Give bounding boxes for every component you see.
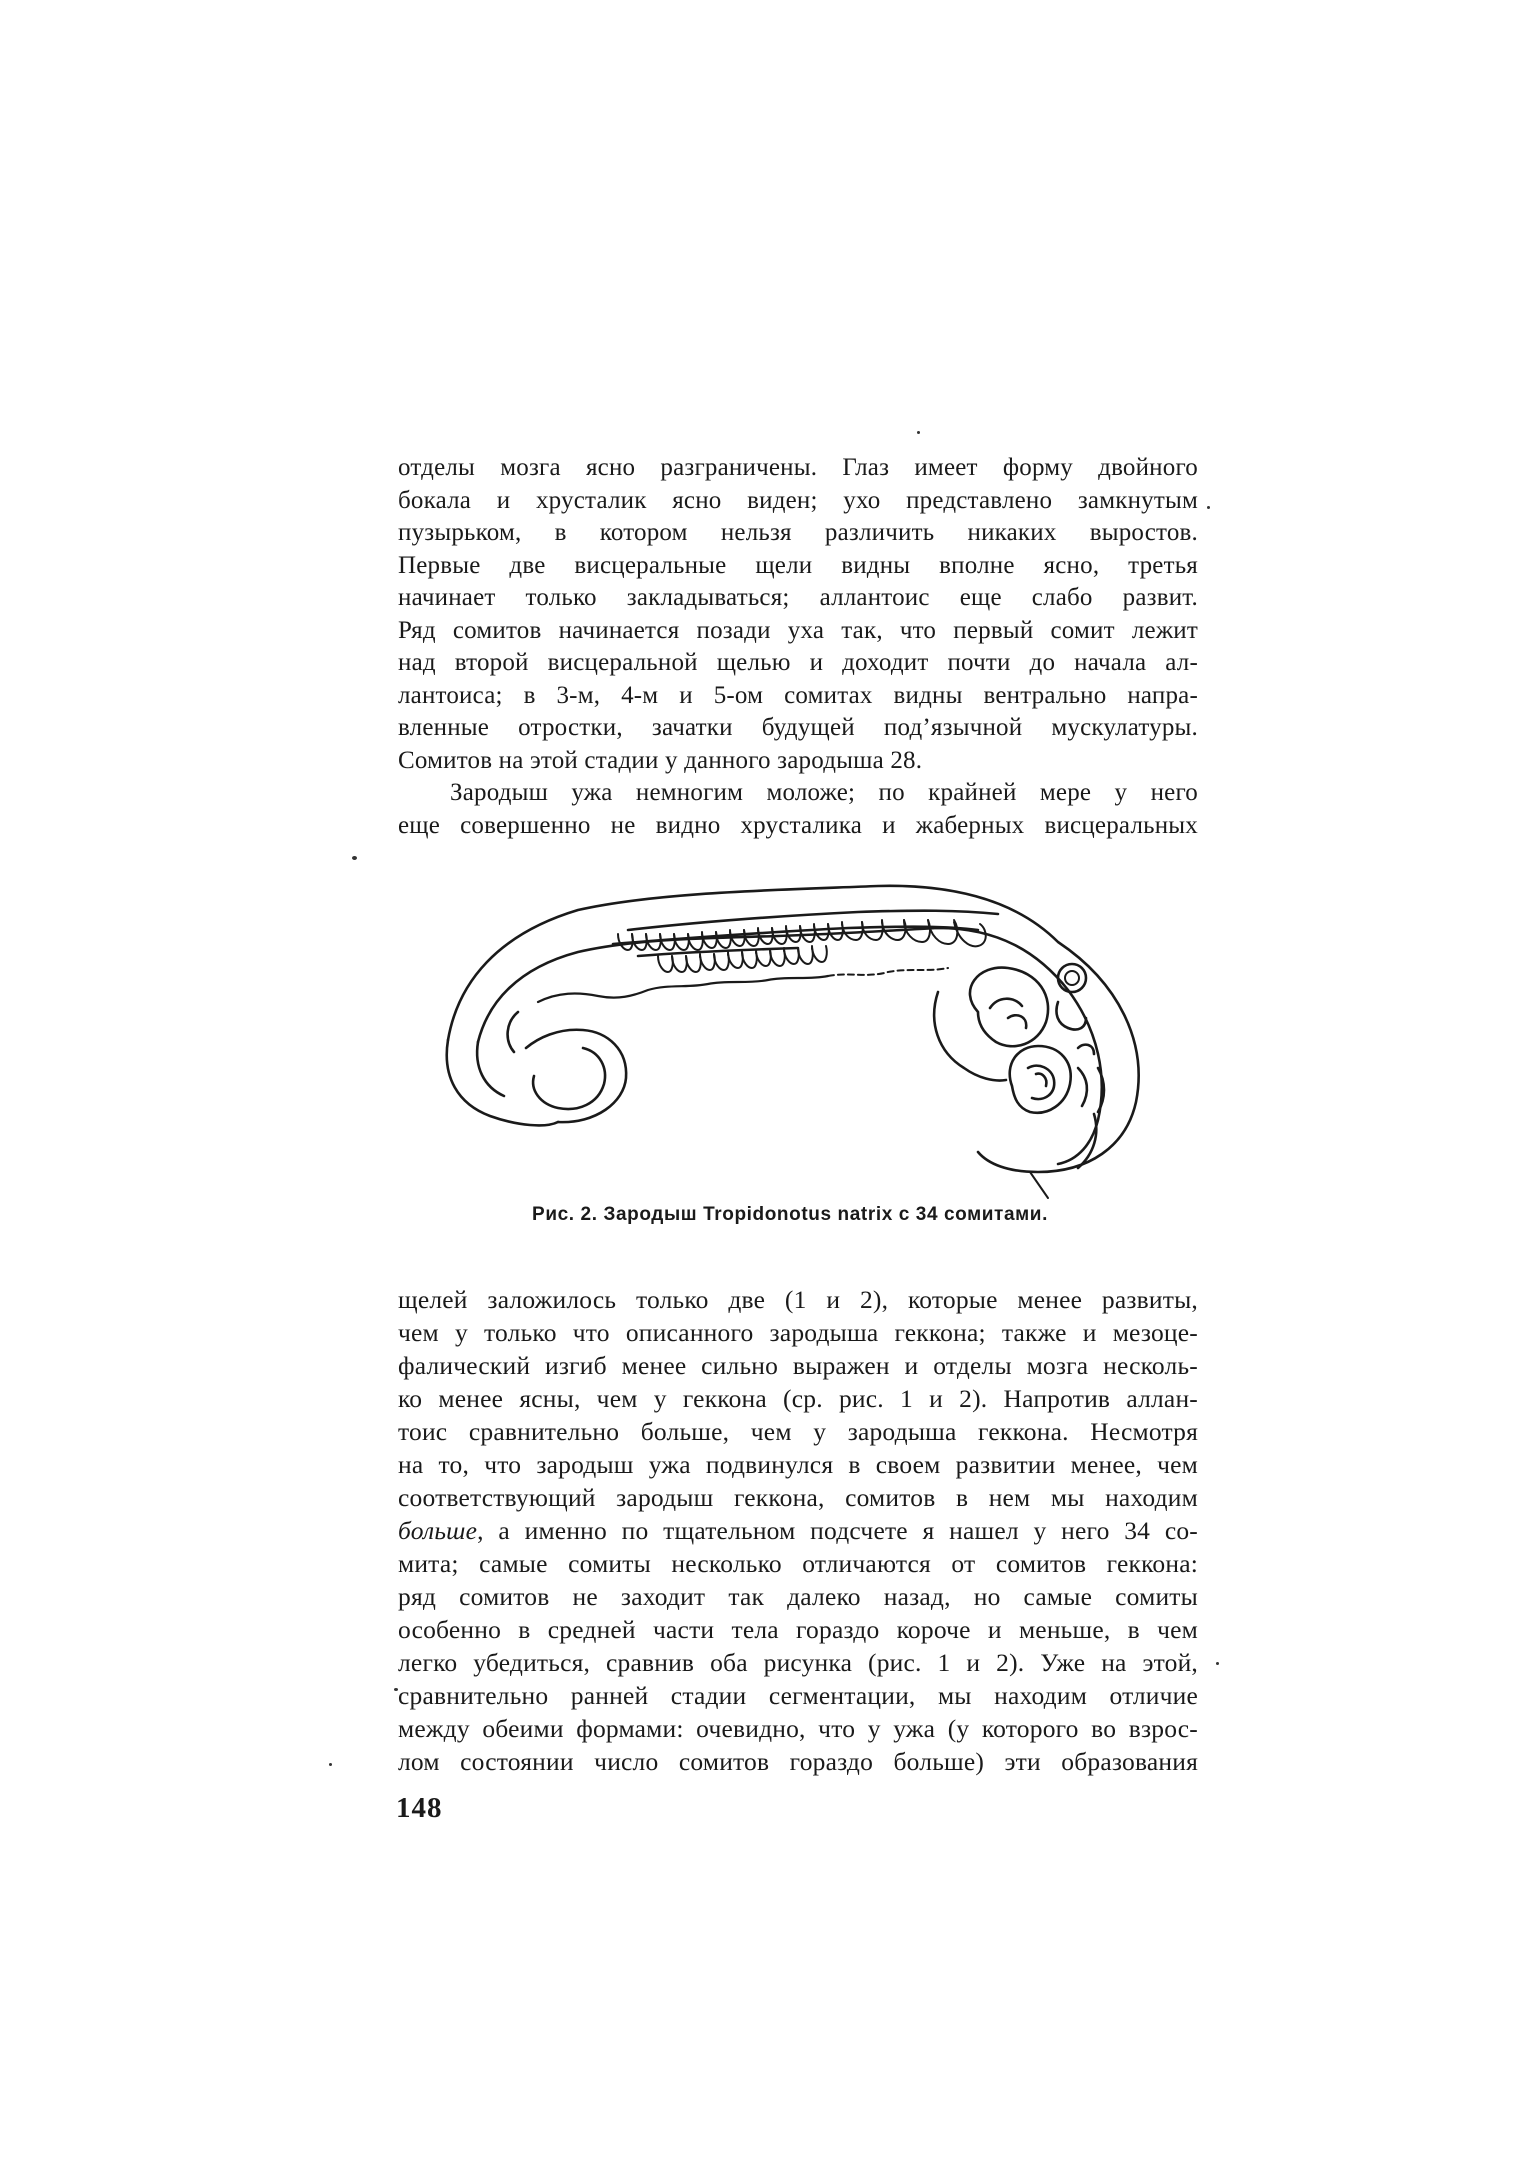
emphasis: больше — [398, 1516, 478, 1545]
text-line: вленные отростки, зачатки будущей под’язычной мускулатуры. — [398, 714, 1198, 741]
text-line: бокала и хрусталик ясно виден; ухо представлено замкнутым — [398, 486, 1198, 514]
scan-speck — [1216, 1662, 1219, 1665]
scan-speck — [394, 1688, 398, 1691]
text-line: отделы мозга ясно разграничены. Глаз имеет форму двойного — [398, 454, 1198, 481]
text-line: ряд сомитов не заходит так далеко назад, но самые сомиты — [398, 1582, 1198, 1611]
paragraph-3 — [398, 1283, 1198, 1778]
text-line: Зародыш ужа немногим моложе; по крайней мере у него — [450, 779, 1198, 806]
text-line: ко менее ясны, чем у геккона (ср. рис. 1 и 2). Напротив аллан- — [398, 1384, 1198, 1413]
paragraph-1 — [398, 452, 1198, 842]
text-line: между обеими формами: очевидно, что у ужа (у которого во взрос- — [398, 1714, 1198, 1743]
text-line: пузырьком, в котором нельзя различить никаких выростов. — [398, 519, 1198, 546]
text-line: больше, а именно по тщательном подсчете я нашел у него 34 со- — [398, 1516, 1198, 1545]
scan-speck — [329, 1763, 332, 1766]
text-line: Первые две висцеральные щели видны вполне ясно, третья — [398, 551, 1198, 579]
text-line: Ряд сомитов начинается позади уха так, что первый сомит лежит — [398, 616, 1198, 644]
text-line: над второй висцеральной щелью и доходит почти до начала ал- — [398, 649, 1198, 676]
text-line: легко убедиться, сравнив оба рисунка (рис. 1 и 2). Уже на этой, — [398, 1648, 1198, 1677]
scan-speck — [917, 431, 920, 434]
figure-caption: Рис. 2. Зародыш Tropidonotus natrix с 34 сомитами. — [532, 1204, 1048, 1225]
text-line: щелей заложилось только две (1 и 2), которые менее развиты, — [398, 1285, 1198, 1314]
text-line: соответствующий зародыш геккона, сомитов в нем мы находим — [398, 1483, 1198, 1512]
scan-speck — [1207, 506, 1210, 509]
text-line: сравнительно ранней стадии сегментации, мы находим отличие — [398, 1681, 1198, 1710]
text-line: лом состоянии число сомитов гораздо больше) эти образования — [398, 1747, 1198, 1776]
page-number: 148 — [396, 1792, 443, 1824]
text-line: еще совершенно не видно хрусталика и жаберных висцеральных — [398, 811, 1198, 839]
text-line: Сомитов на этой стадии у данного зародыша 28. — [398, 746, 923, 774]
text-line: на то, что зародыш ужа подвинулся в своем развитии менее, чем — [398, 1450, 1198, 1479]
scan-speck — [352, 856, 357, 860]
text-line: особенно в средней части тела гораздо короче и меньше, в чем — [398, 1615, 1198, 1644]
text-line: мита; самые сомиты несколько отличаются от сомитов геккона: — [398, 1549, 1198, 1578]
text-line: начинает только закладываться; аллантоис еще слабо развит. — [398, 584, 1198, 611]
embryo-figure — [418, 872, 1158, 1202]
text-line: фалический изгиб менее сильно выражен и отделы мозга несколь- — [398, 1351, 1198, 1380]
text-line: лантоиса; в 3-м, 4-м и 5-ом сомитах видны вентрально напра- — [398, 681, 1198, 709]
text-line: тоис сравнительно больше, чем у зародыша геккона. Несмотря — [398, 1417, 1198, 1446]
text-line: чем у только что описанного зародыша геккона; также и мезоце- — [398, 1318, 1198, 1347]
embryo-drawing — [418, 872, 1158, 1202]
